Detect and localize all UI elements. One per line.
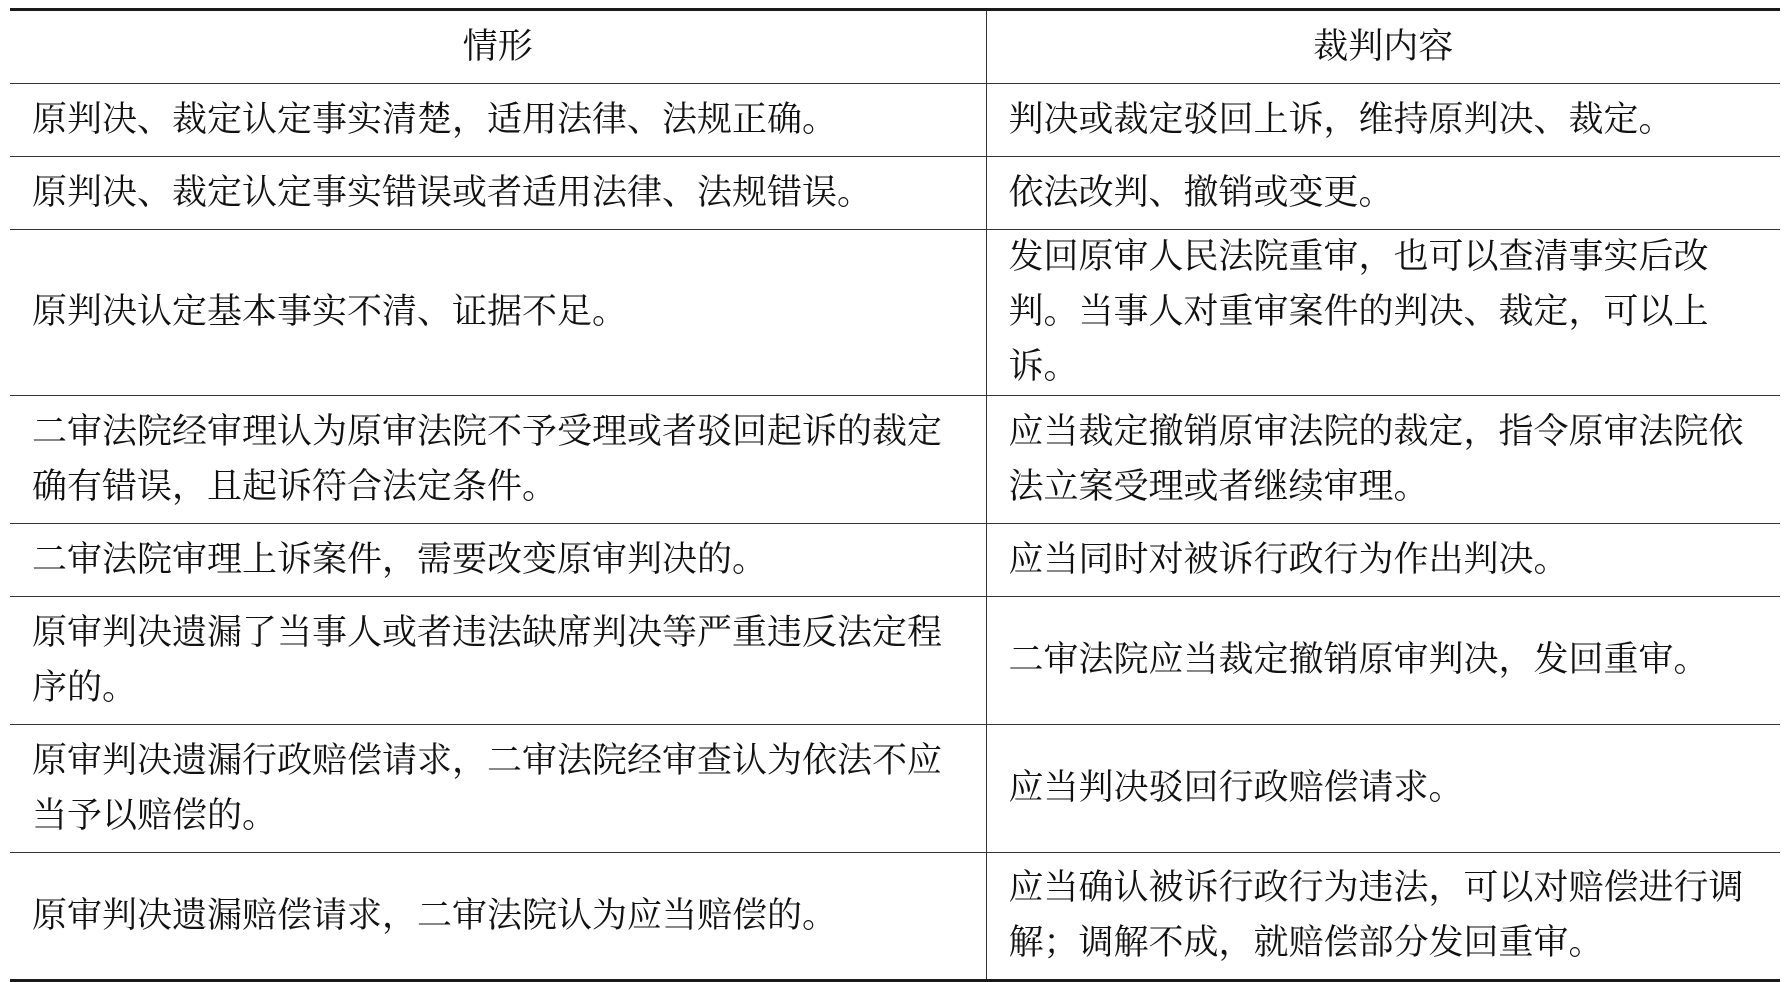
table-header-row — [10, 10, 1780, 84]
judgment-cell: 应当确认被诉行政行为违法，可以对赔偿进行调解；调解不成，就赔偿部分发回重审。 — [986, 853, 1780, 981]
situation-cell: 原判决认定基本事实不清、证据不足。 — [10, 230, 986, 396]
table-row — [10, 524, 1780, 597]
situation-cell: 原判决、裁定认定事实错误或者适用法律、法规错误。 — [10, 157, 986, 230]
table-row — [10, 597, 1780, 725]
table-row — [10, 396, 1780, 524]
header-judgment: 裁判内容 — [986, 10, 1780, 84]
table-row — [10, 230, 1780, 396]
header-situation: 情形 — [10, 10, 986, 84]
judgment-table — [10, 8, 1780, 982]
situation-cell: 原审判决遗漏赔偿请求，二审法院认为应当赔偿的。 — [10, 853, 986, 981]
judgment-cell: 应当裁定撤销原审法院的裁定，指令原审法院依法立案受理或者继续审理。 — [986, 396, 1780, 524]
judgment-cell: 应当判决驳回行政赔偿请求。 — [986, 725, 1780, 853]
situation-cell: 原审判决遗漏行政赔偿请求，二审法院经审查认为依法不应当予以赔偿的。 — [10, 725, 986, 853]
judgment-cell: 判决或裁定驳回上诉，维持原判决、裁定。 — [986, 84, 1780, 157]
judgment-cell: 应当同时对被诉行政行为作出判决。 — [986, 524, 1780, 597]
judgment-cell: 依法改判、撤销或变更。 — [986, 157, 1780, 230]
situation-cell: 原审判决遗漏了当事人或者违法缺席判决等严重违反法定程序的。 — [10, 597, 986, 725]
situation-cell: 二审法院经审理认为原审法院不予受理或者驳回起诉的裁定确有错误，且起诉符合法定条件。 — [10, 396, 986, 524]
table-row — [10, 853, 1780, 981]
situation-cell: 原判决、裁定认定事实清楚，适用法律、法规正确。 — [10, 84, 986, 157]
judgment-cell: 二审法院应当裁定撤销原审判决，发回重审。 — [986, 597, 1780, 725]
situation-cell: 二审法院审理上诉案件，需要改变原审判决的。 — [10, 524, 986, 597]
table-row — [10, 84, 1780, 157]
table-row — [10, 725, 1780, 853]
judgment-cell: 发回原审人民法院重审，也可以查清事实后改判。当事人对重审案件的判决、裁定，可以上诉。 — [986, 230, 1780, 396]
table-row — [10, 157, 1780, 230]
